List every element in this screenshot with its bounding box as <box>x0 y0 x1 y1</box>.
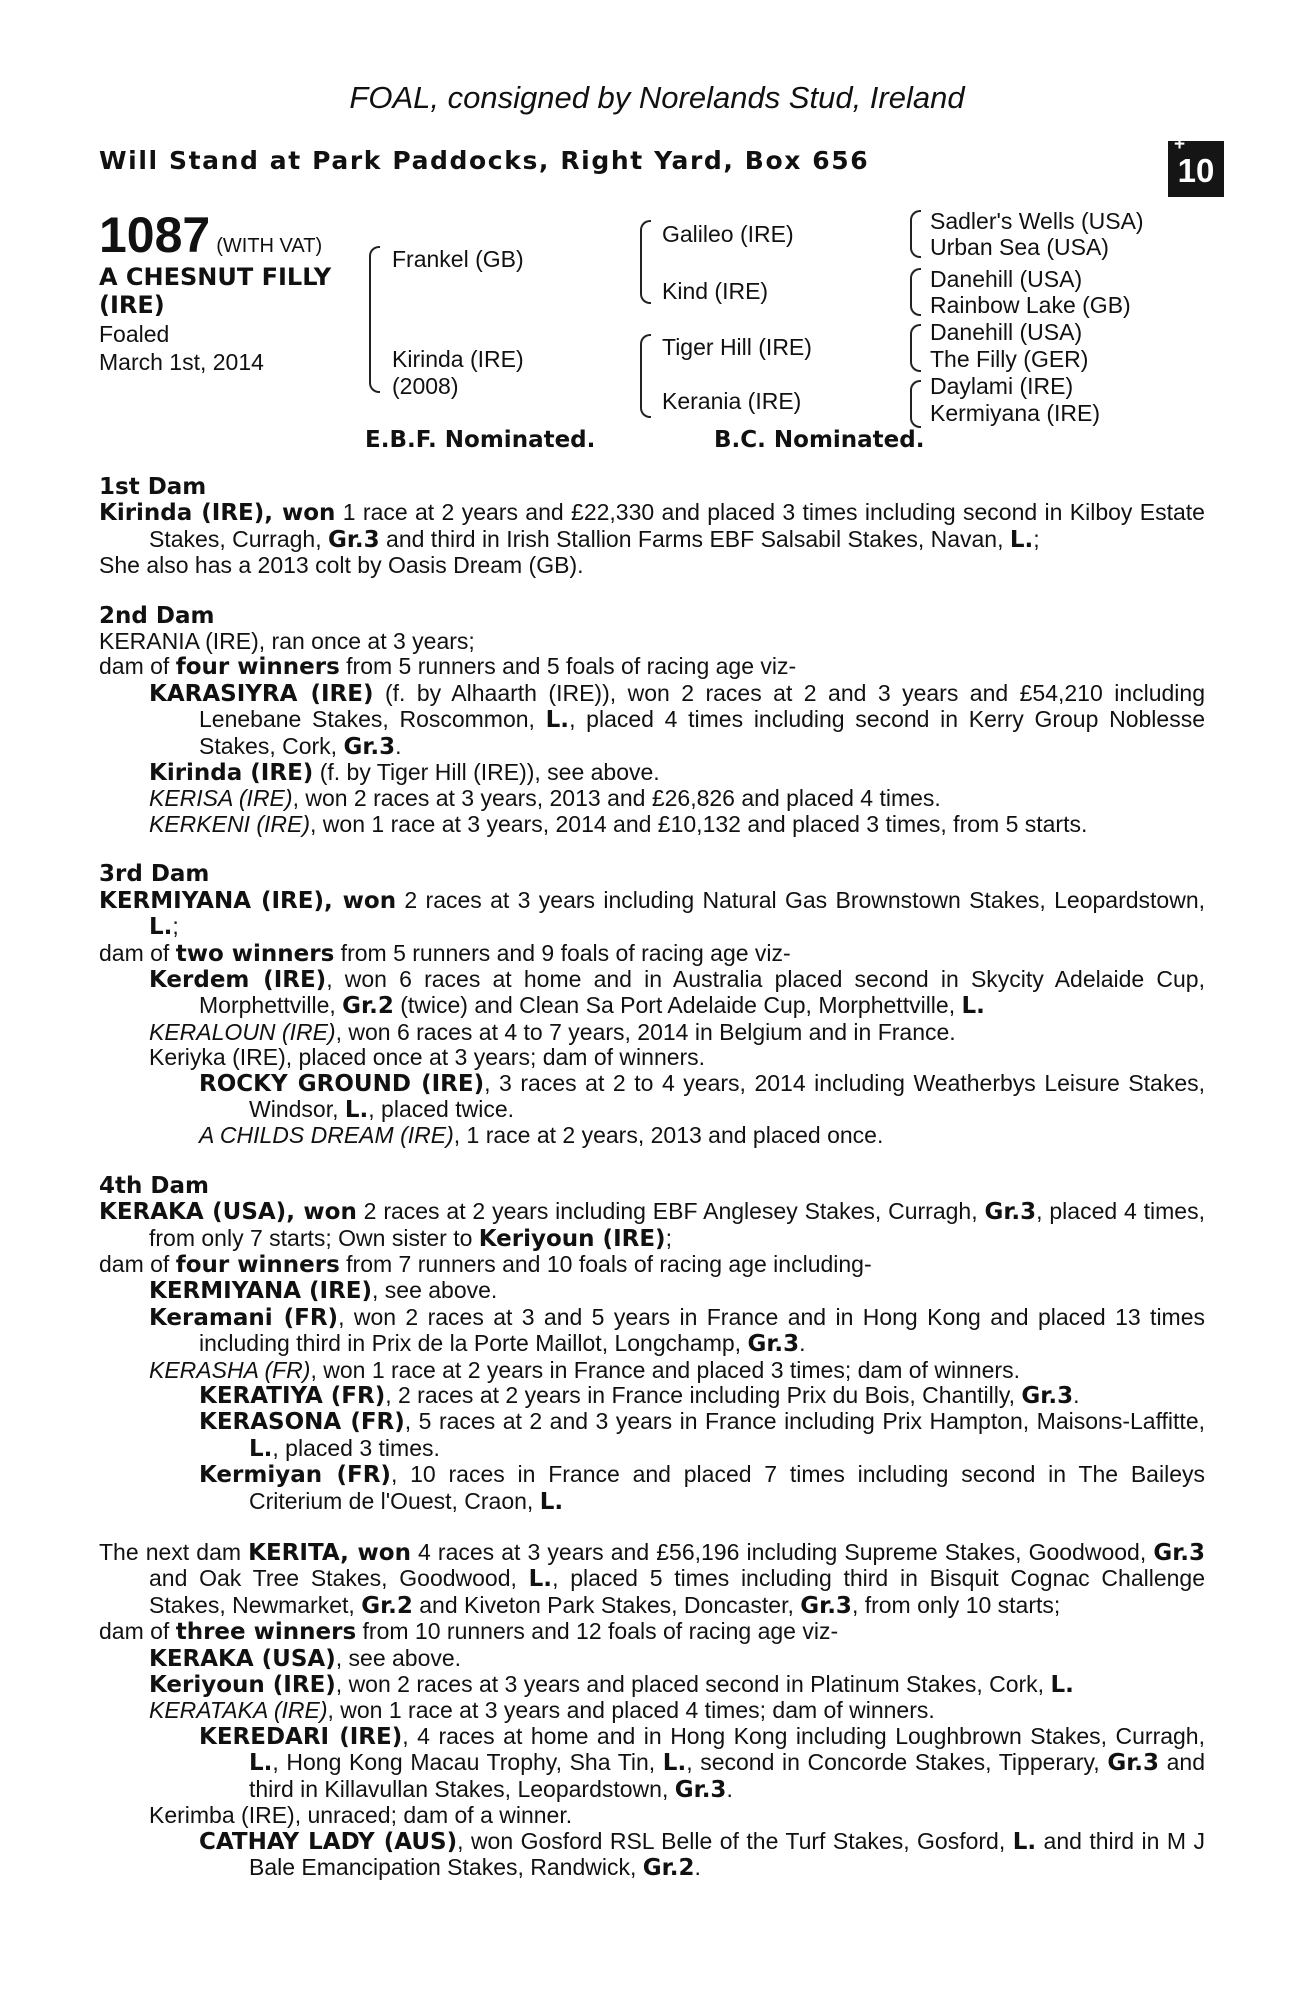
produce-entry <box>99 1020 1205 1045</box>
text: and Kiveton Park Stakes, Doncaster, <box>412 1591 801 1618</box>
text: dam of <box>99 653 176 680</box>
pedigree-ggs-7: Daylami (IRE) <box>930 373 1074 399</box>
text: , won 2 races at 3 years and placed second in Platinum Stakes, Cork, <box>335 1671 1051 1698</box>
text: , Hong Kong Macau Trophy, Sha Tin, <box>272 1749 663 1776</box>
brace-g4 <box>910 380 921 428</box>
text: dam of <box>99 1250 176 1277</box>
grade: Gr.3 <box>343 733 396 760</box>
lot-heading <box>99 206 322 264</box>
produce-entry <box>99 1278 1205 1304</box>
next-dam-record <box>99 1540 1205 1619</box>
produce-entry <box>99 1358 1205 1383</box>
produce-entry <box>99 812 1205 837</box>
text: , won 6 races at home and in Australia placed second in Skycity Adelaide Cup, Morphettville, <box>199 965 1205 1019</box>
produce-entry <box>99 1672 1205 1698</box>
text: , placed twice. <box>368 1095 515 1122</box>
produce-entry <box>99 1698 1205 1723</box>
text: , 3 races at 2 to 4 years, 2014 including Weatherbys Leisure Stakes, Windsor, <box>249 1069 1206 1122</box>
next-dam-name: KERITA, won <box>248 1540 411 1567</box>
produce-entry <box>99 1305 1205 1358</box>
brace-g3 <box>910 324 921 372</box>
grade: Gr.3 <box>800 1592 852 1619</box>
grade: Gr.3 <box>1107 1750 1159 1777</box>
grade: Gr.2 <box>342 993 394 1020</box>
winners-count: four winners <box>175 1251 340 1278</box>
text: and Oak Tree Stakes, Goodwood, <box>149 1565 529 1592</box>
pedigree-ggs-4: Rainbow Lake (GB) <box>930 292 1131 318</box>
horse-name: ROCKY GROUND (IRE) <box>199 1070 485 1097</box>
grade: L. <box>1012 1828 1037 1855</box>
text: , from only 10 starts; <box>851 1591 1061 1618</box>
grade: Gr.3 <box>1021 1383 1074 1409</box>
horse-name: KERMIYANA (IRE) <box>149 1278 373 1305</box>
stand-location: Will Stand at Park Paddocks, Right Yard, Box 656 <box>99 146 870 175</box>
brace-sire-parents <box>640 220 651 304</box>
text: ; <box>1033 525 1040 552</box>
grade: L. <box>961 993 985 1020</box>
produce-entry <box>99 786 1205 811</box>
pedigree-dam-year: (2008) <box>392 373 459 399</box>
text: , see above. <box>335 1644 462 1671</box>
pedigree-sire-dam: Kind (IRE) <box>662 278 769 304</box>
grade: L. <box>1050 1672 1074 1699</box>
text: dam of <box>99 939 176 966</box>
text: , placed 4 times including second in Kerry Group Noblesse Stakes, Cork, <box>199 706 1205 759</box>
winners-count: three winners <box>175 1619 357 1646</box>
horse-name: Keriyoun (IRE) <box>149 1672 336 1699</box>
brace-g2 <box>910 268 921 316</box>
foaled-date: March 1st, 2014 <box>99 349 264 375</box>
grade: L. <box>249 1750 273 1777</box>
produce-entry: Keriyka (IRE), placed once at 3 years; dam of winners. <box>149 1044 706 1071</box>
grade: L. <box>344 1096 369 1123</box>
horse-name: KERALOUN (IRE) <box>149 1018 336 1045</box>
second-dam-record: KERANIA (IRE), ran once at 3 years; <box>99 628 475 655</box>
text: from 7 runners and 10 foals of racing age including- <box>339 1250 872 1277</box>
grade: L. <box>662 1750 687 1777</box>
brace-parents <box>369 246 380 393</box>
grade: L. <box>539 1488 564 1515</box>
third-dam-record <box>99 888 1205 941</box>
grade: Gr.3 <box>674 1776 727 1803</box>
produce-entry <box>99 1646 1205 1672</box>
spacer <box>99 1149 1205 1174</box>
text: , won 1 race at 3 years and placed 4 times; dam of winners. <box>327 1697 935 1724</box>
horse-name: KERATAKA (IRE) <box>149 1697 328 1724</box>
produce-entry <box>99 760 1205 786</box>
text: (twice) and Clean Sa Port Adelaide Cup, Morphettville, <box>393 992 962 1019</box>
text: , 5 races at 2 and 3 years in France including Prix Hampton, Maisons-Laffitte, <box>404 1408 1205 1435</box>
grade: L. <box>545 707 570 734</box>
text: , won Gosford RSL Belle of the Turf Stakes, Gosford, <box>457 1827 1013 1854</box>
text: , see above. <box>372 1277 498 1304</box>
pedigree-sire-sire: Galileo (IRE) <box>662 221 794 247</box>
horse-name: KERASHA (FR) <box>149 1356 311 1383</box>
horse-name: Keramani (FR) <box>149 1304 339 1331</box>
grade: Gr.2 <box>361 1592 413 1619</box>
badge-plus: + <box>1174 134 1186 155</box>
pedigree-ggs-6: The Filly (GER) <box>930 346 1089 372</box>
consignment-line: FOAL, consigned by Norelands Stud, Ireland <box>349 80 965 115</box>
text: (f. by Tiger Hill (IRE)), see above. <box>313 759 660 786</box>
text: 1 race at 2 years and £22,330 and placed 3 times including second in Kilboy Estate Stakes, Curragh, <box>149 499 1205 552</box>
horse-name: KERATIYA (FR) <box>199 1383 386 1409</box>
grade: L. <box>249 1435 273 1462</box>
text: dam of <box>99 1618 176 1645</box>
text: , won 6 races at 4 to 7 years, 2014 in Belgium and in France. <box>335 1018 956 1045</box>
grand-produce-entry <box>99 1071 1205 1124</box>
horse-name: Kerdem (IRE) <box>149 966 327 993</box>
grand-produce-entry <box>99 1724 1205 1803</box>
text: (f. by Alhaarth (IRE)), won 2 races at 2 and 3 years and £54,210 including Lenebane Stakes, Roscommon, <box>199 679 1205 733</box>
text: , 2 races at 2 years in France including Prix du Bois, Chantilly, <box>385 1382 1022 1408</box>
brace-g1 <box>910 210 921 258</box>
text: , 4 races at home and in Hong Kong including Loughbrown Stakes, Curragh, <box>402 1722 1205 1749</box>
spacer <box>99 837 1205 862</box>
pedigree-ggs-2: Urban Sea (USA) <box>930 234 1109 260</box>
horse-name: Kermiyan (FR) <box>199 1462 391 1489</box>
produce-entry: Kerimba (IRE), unraced; dam of a winner. <box>149 1802 573 1829</box>
text: and third in Killavullan Stakes, Leopardstown, <box>249 1749 1205 1802</box>
fourth-dam-heading: 4th Dam <box>99 1172 209 1199</box>
vat-note: (WITH VAT) <box>216 235 323 257</box>
text: ; <box>665 1224 672 1251</box>
first-dam-heading: 1st Dam <box>99 474 207 500</box>
grade: L. <box>1009 526 1034 553</box>
pedigree-ggs-1: Sadler's Wells (USA) <box>930 208 1144 234</box>
grand-produce-entry <box>99 1123 1205 1148</box>
grade: L. <box>149 914 173 941</box>
horse-name: KERKENI (IRE) <box>149 810 311 837</box>
lot-badge <box>1168 134 1224 197</box>
text: , placed 4 times, from only 7 starts; Own sister to <box>149 1198 1205 1251</box>
grade: Gr.3 <box>984 1199 1037 1226</box>
spacer <box>99 579 1205 604</box>
pedigree-sire: Frankel (GB) <box>392 246 524 272</box>
horse-name: KARASIYRA (IRE) <box>149 680 374 707</box>
grade: Gr.2 <box>642 1854 695 1881</box>
pedigree-ggs-5: Danehill (USA) <box>930 319 1083 345</box>
third-dam-heading: 3rd Dam <box>99 861 210 888</box>
spacer <box>99 1515 1205 1540</box>
second-dam-heading: 2nd Dam <box>99 602 215 629</box>
bc-nomination: B.C. Nominated. <box>714 427 925 453</box>
text: , 10 races in France and placed 7 times including second in The Baileys Criterium de l'Ouest, Craon, <box>249 1461 1205 1514</box>
horse-name: KEREDARI (IRE) <box>199 1723 403 1750</box>
horse-name: Kirinda (IRE) <box>149 760 314 787</box>
text: , 1 race at 2 years, 2013 and placed once. <box>453 1122 884 1149</box>
pedigree-dam: Kirinda (IRE) <box>392 346 524 372</box>
text: , won 1 race at 2 years in France and placed 3 times; dam of winners. <box>310 1356 1020 1383</box>
pedigree-ggs-3: Danehill (USA) <box>930 266 1083 292</box>
horse-name: Keriyoun (IRE) <box>478 1225 666 1252</box>
pedigree-ggs-8: Kermiyana (IRE) <box>930 400 1100 426</box>
text: , won 2 races at 3 years, 2013 and £26,826 and placed 4 times. <box>292 785 941 812</box>
text: . <box>395 732 402 759</box>
text: , won 2 races at 3 and 5 years in France and in Hong Kong and placed 13 times including third in Prix de la Porte Maillot, Longchamp, <box>199 1303 1206 1357</box>
text: from 10 runners and 12 foals of racing age viz- <box>356 1618 839 1645</box>
second-dam-produce-summary <box>99 654 1205 680</box>
winners-count: four winners <box>175 654 340 681</box>
grand-produce-entry <box>99 1829 1205 1882</box>
text: . <box>1073 1382 1080 1408</box>
grade: Gr.3 <box>747 1331 800 1358</box>
foaled-info <box>99 320 264 376</box>
text: ; <box>172 913 179 940</box>
text: , won 1 race at 3 years, 2014 and £10,132 and placed 3 times, from 5 starts. <box>310 810 1088 837</box>
text: and third in Irish Stallion Farms EBF Salsabil Stakes, Navan, <box>379 525 1010 552</box>
first-dam-record <box>99 500 1205 553</box>
grade: L. <box>528 1566 553 1593</box>
text: . <box>799 1330 806 1357</box>
lot-number: 1087 <box>99 207 211 263</box>
fourth-dam-produce-summary <box>99 1252 1205 1278</box>
produce-entry <box>99 681 1205 760</box>
third-dam-produce-summary <box>99 941 1205 967</box>
grand-produce-entry <box>99 1383 1205 1409</box>
grand-produce-entry <box>99 1409 1205 1462</box>
fourth-dam-record <box>99 1199 1205 1252</box>
text: from 5 runners and 5 foals of racing age viz- <box>339 653 797 680</box>
badge-value: 10 <box>1177 152 1215 189</box>
brace-dam-parents <box>640 334 651 418</box>
text: 2 races at 2 years including EBF Anglesey Stakes, Curragh, <box>356 1198 985 1225</box>
text: The next dam <box>99 1539 249 1566</box>
grand-produce-entry <box>99 1462 1205 1515</box>
text: . <box>694 1853 701 1880</box>
ebf-nomination: E.B.F. Nominated. <box>365 427 596 453</box>
horse-name: KERAKA (USA) <box>149 1645 336 1672</box>
horse-name: A CHILDS DREAM (IRE) <box>199 1122 454 1149</box>
pedigree-dam-sire: Tiger Hill (IRE) <box>662 334 812 360</box>
grade: Gr.3 <box>1153 1540 1205 1567</box>
produce-entry <box>99 967 1205 1020</box>
pedigree-dam-dam: Kerania (IRE) <box>662 388 802 414</box>
foaled-label: Foaled <box>99 321 170 347</box>
horse-name: CATHAY LADY (AUS) <box>199 1828 458 1855</box>
text: and third in M J Bale Emancipation Stakes, Randwick, <box>249 1827 1205 1880</box>
pedigree-notes <box>99 475 1205 1881</box>
third-dam-name: KERMIYANA (IRE), won <box>99 887 397 914</box>
first-dam-note: She also has a 2013 colt by Oasis Dream (GB). <box>99 552 584 579</box>
fourth-dam-name: KERAKA (USA), won <box>99 1199 357 1226</box>
text: 4 races at 3 years and £56,196 including Supreme Stakes, Goodwood, <box>410 1539 1154 1566</box>
text: from 5 runners and 9 foals of racing age viz- <box>334 939 791 966</box>
next-dam-produce-summary <box>99 1619 1205 1645</box>
text: 2 races at 3 years including Natural Gas Brownstown Stakes, Leopardstown, <box>396 886 1206 913</box>
horse-name: KERASONA (FR) <box>199 1409 405 1436</box>
first-dam-name: Kirinda (IRE), won <box>99 500 336 527</box>
grade: Gr.3 <box>327 526 380 553</box>
text: . <box>726 1775 733 1802</box>
winners-count: two winners <box>175 940 335 967</box>
horse-name: KERISA (IRE) <box>149 785 293 812</box>
text: , placed 5 times including third in Bisquit Cognac Challenge Stakes, Newmarket, <box>149 1565 1205 1618</box>
lot-description: A CHESNUT FILLY (IRE) <box>99 263 332 319</box>
text: , placed 3 times. <box>272 1434 440 1461</box>
text: , second in Concorde Stakes, Tipperary, <box>686 1749 1108 1776</box>
